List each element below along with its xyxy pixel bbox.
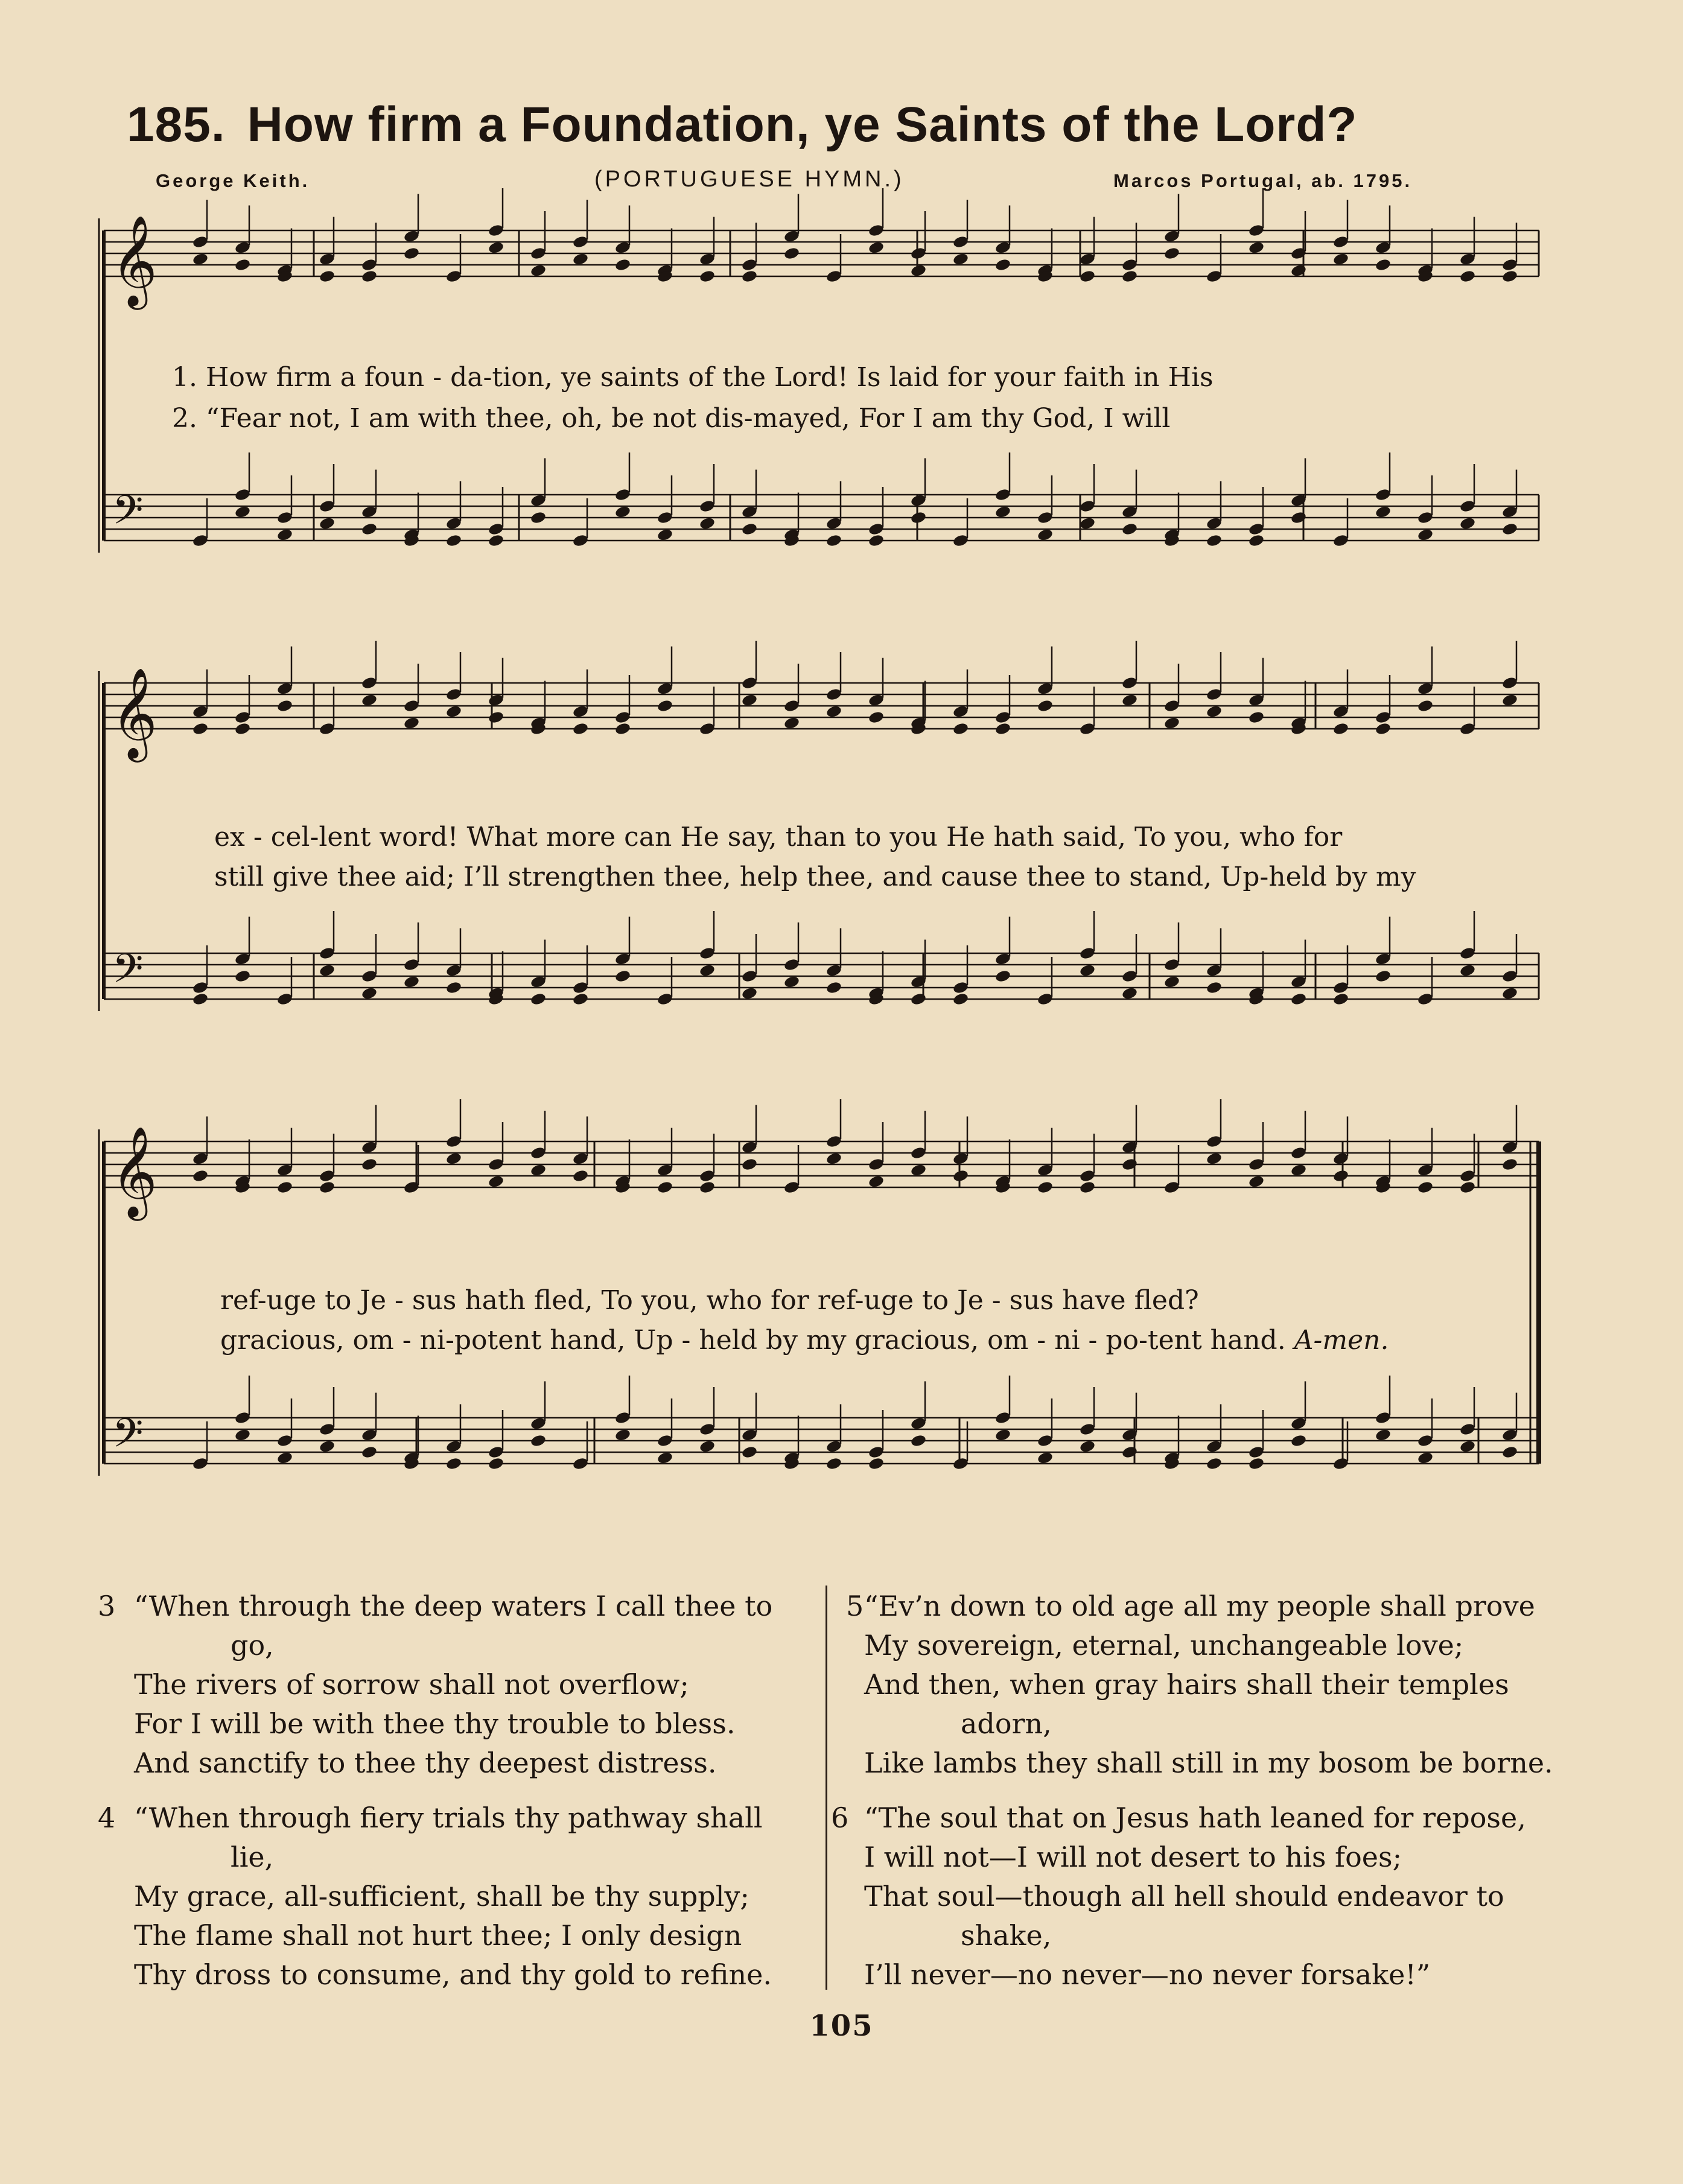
- verse-line: Thy dross to consume, and thy gold to refine.: [134, 1958, 772, 1991]
- svg-text:𝄢: 𝄢: [112, 487, 144, 543]
- verses-right-column: [831, 1587, 1553, 2010]
- verse-line: “When through fiery trials thy pathway shall: [134, 1801, 763, 1834]
- verse-5: [846, 1587, 1553, 1783]
- svg-text:𝄞: 𝄞: [111, 1125, 157, 1217]
- verse-line: The rivers of sorrow shall not overflow;: [134, 1668, 689, 1701]
- author-credit: George Keith.: [156, 170, 310, 191]
- lyrics-system2-verse1: ex - cel-lent word! What more can He say, than to you He hath said, To you, who for: [214, 822, 1343, 852]
- lyrics-system1-verse1: 1. How firm a foun - da-tion, ye saints of the Lord! Is laid for your faith in His: [172, 362, 1214, 393]
- verse-line: lie,: [231, 1841, 274, 1873]
- verse-number: 4: [98, 1801, 116, 1834]
- amen-text: A-men.: [1294, 1325, 1389, 1356]
- verse-line: That soul—though all hell should endeavor to: [864, 1880, 1504, 1913]
- verse-line: go,: [231, 1629, 274, 1662]
- verse-line: shake,: [961, 1919, 1052, 1952]
- verse-line: My grace, all-sufficient, shall be thy supply;: [134, 1880, 749, 1913]
- verse-3: [98, 1587, 773, 1783]
- svg-text:𝄞: 𝄞: [111, 214, 157, 306]
- verse-line: “When through the deep waters I call thee to: [134, 1590, 773, 1622]
- verse-line: My sovereign, eternal, unchangeable love;: [864, 1629, 1464, 1662]
- verse-column-divider: [826, 1586, 827, 1990]
- verse-4: [98, 1798, 772, 1995]
- composer-credit: Marcos Portugal, ab. 1795.: [1113, 170, 1413, 191]
- verse-line: And sanctify to thee thy deepest distress.: [134, 1747, 717, 1779]
- verses-left-column: [98, 1587, 773, 2010]
- lyrics-system3-verse2: [220, 1325, 1389, 1356]
- tune-name: (PORTUGUESE HYMN.): [594, 167, 905, 192]
- svg-text:𝄞: 𝄞: [111, 667, 157, 758]
- lyrics-system1-verse2: 2. “Fear not, I am with thee, oh, be not dis-mayed, For I am thy God, I will: [172, 403, 1171, 434]
- svg-text:𝄢: 𝄢: [112, 1410, 144, 1466]
- lyrics-system3-verse2-text: gracious, om - ni-potent hand, Up - held by my gracious, om - ni - po-tent hand.: [220, 1325, 1286, 1356]
- lyrics-system2-verse2: still give thee aid; I’ll strengthen thee, help thee, and cause thee to stand, Up-held by my: [214, 862, 1416, 892]
- lyrics-system3-verse1: ref-uge to Je - sus hath fled, To you, who for ref-uge to Je - sus have fled?: [220, 1285, 1199, 1316]
- verse-line: For I will be with thee thy trouble to bless.: [134, 1707, 736, 1740]
- page-number: 105: [809, 2009, 874, 2043]
- hymn-number: 185.: [127, 97, 226, 152]
- verse-line: And then, when gray hairs shall their temples: [864, 1668, 1509, 1701]
- hymn-title-text: How firm a Foundation, ye Saints of the Lord?: [247, 97, 1358, 152]
- verse-line: adorn,: [961, 1707, 1052, 1740]
- verse-6: [831, 1798, 1553, 1995]
- verse-line: Like lambs they shall still in my bosom be borne.: [864, 1747, 1553, 1779]
- verse-number: 5: [846, 1590, 864, 1622]
- verse-number: 6: [831, 1801, 849, 1834]
- verse-line: I will not—I will not desert to his foes;: [864, 1841, 1402, 1873]
- verse-line: I’ll never—no never—no never forsake!”: [864, 1958, 1431, 1991]
- verse-line: The flame shall not hurt thee; I only design: [134, 1919, 742, 1952]
- svg-text:𝄢: 𝄢: [112, 945, 144, 1002]
- verse-number: 3: [98, 1590, 116, 1622]
- verse-line: “The soul that on Jesus hath leaned for repose,: [864, 1801, 1526, 1834]
- verse-line: “Ev’n down to old age all my people shall prove: [864, 1590, 1535, 1622]
